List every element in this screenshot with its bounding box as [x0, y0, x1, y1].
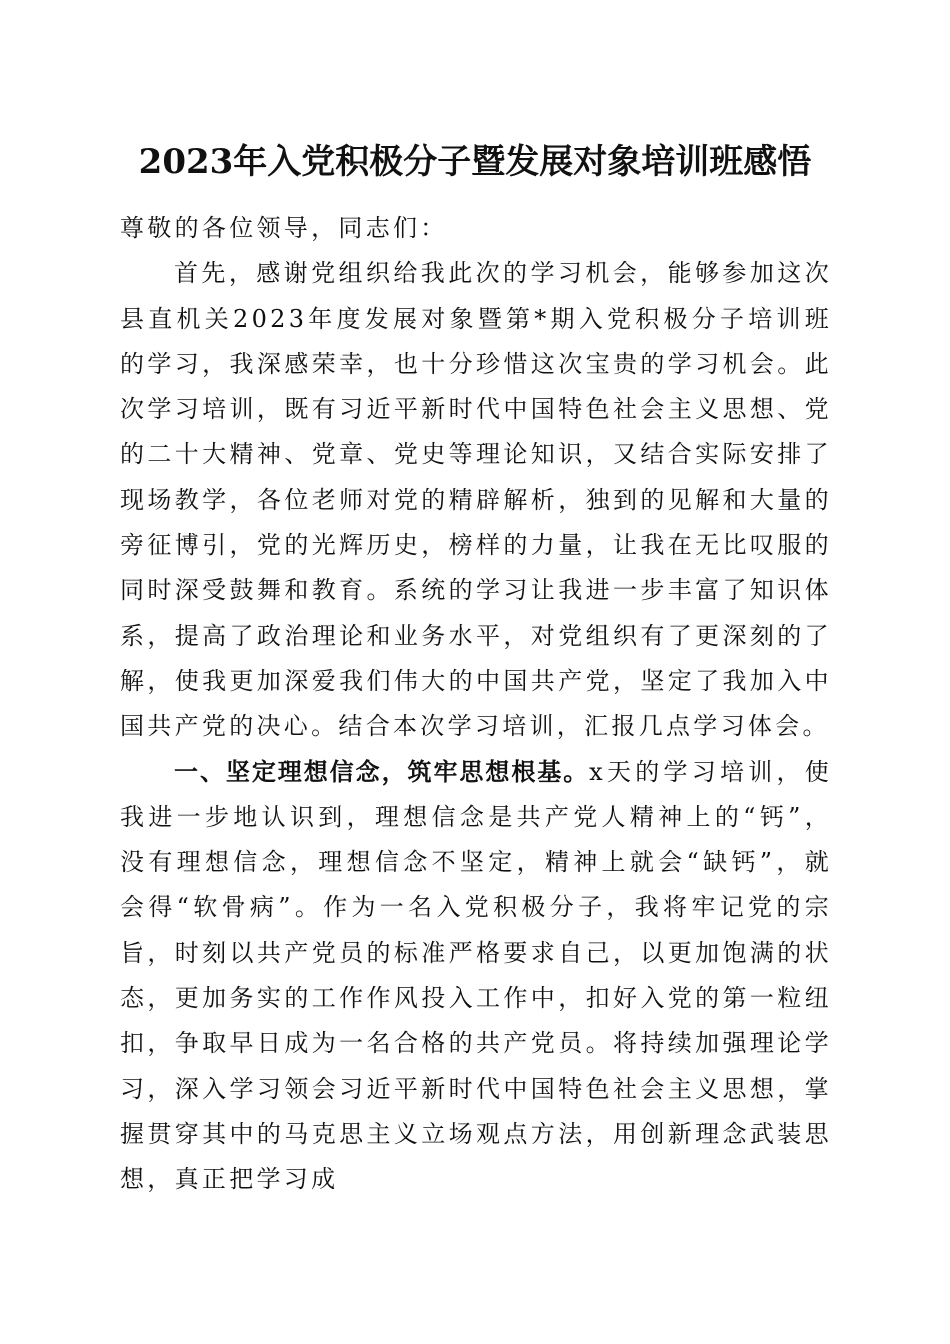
paragraph-section-1 — [120, 750, 832, 1203]
document-body — [120, 206, 832, 1203]
salutation: 尊敬的各位领导，同志们： — [120, 214, 448, 242]
section-1-heading: 一、坚定理想信念，筑牢思想根基。 — [174, 757, 590, 786]
section-1-text: x天的学习培训，使我进一步地认识到，理想信念是共产党人精神上的“钙”，没有理想信念，理想信念不坚定，精神上就会“缺钙”，就会得“软骨病”。作为一名入党积极分子，我将牢记党的宗旨，时刻以共产党员的标准严格要求自己，以更加饱满的状态，更加务实的工作作风投入工作中，扣好入党的第一粒纽扣，争取早日成为一名合格的共产党员。将持续加强理论学习，深入学习领会习近平新时代中国特色社会主义思想，掌握贯穿其中的马克思主义立场观点方法，用创新理念武装思想，真正把学习成 — [120, 757, 832, 1194]
document-title: 2023年入党积极分子暨发展对象培训班感悟 — [138, 142, 812, 182]
paragraph-intro: 首先，感谢党组织给我此次的学习机会，能够参加这次县直机关2023年度发展对象暨第*期入党积极分子培训班的学习，我深感荣幸，也十分珍惜这次宝贵的学习机会。此次学习培训，既有习近平新时代中国特色社会主义思想、党的二十大精神、党章、党史等理论知识，又结合实际安排了现场教学，各位老师对党的精辟解析，独到的见解和大量的旁征博引，党的光辉历史，榜样的力量，让我在无比叹服的同时深受鼓舞和教育。系统的学习让我进一步丰富了知识体系，提高了政治理论和业务水平，对党组织有了更深刻的了解，使我更加深爱我们伟大的中国共产党，坚定了我加入中国共产党的决心。结合本次学习培训，汇报几点学习体会。 — [120, 259, 832, 741]
